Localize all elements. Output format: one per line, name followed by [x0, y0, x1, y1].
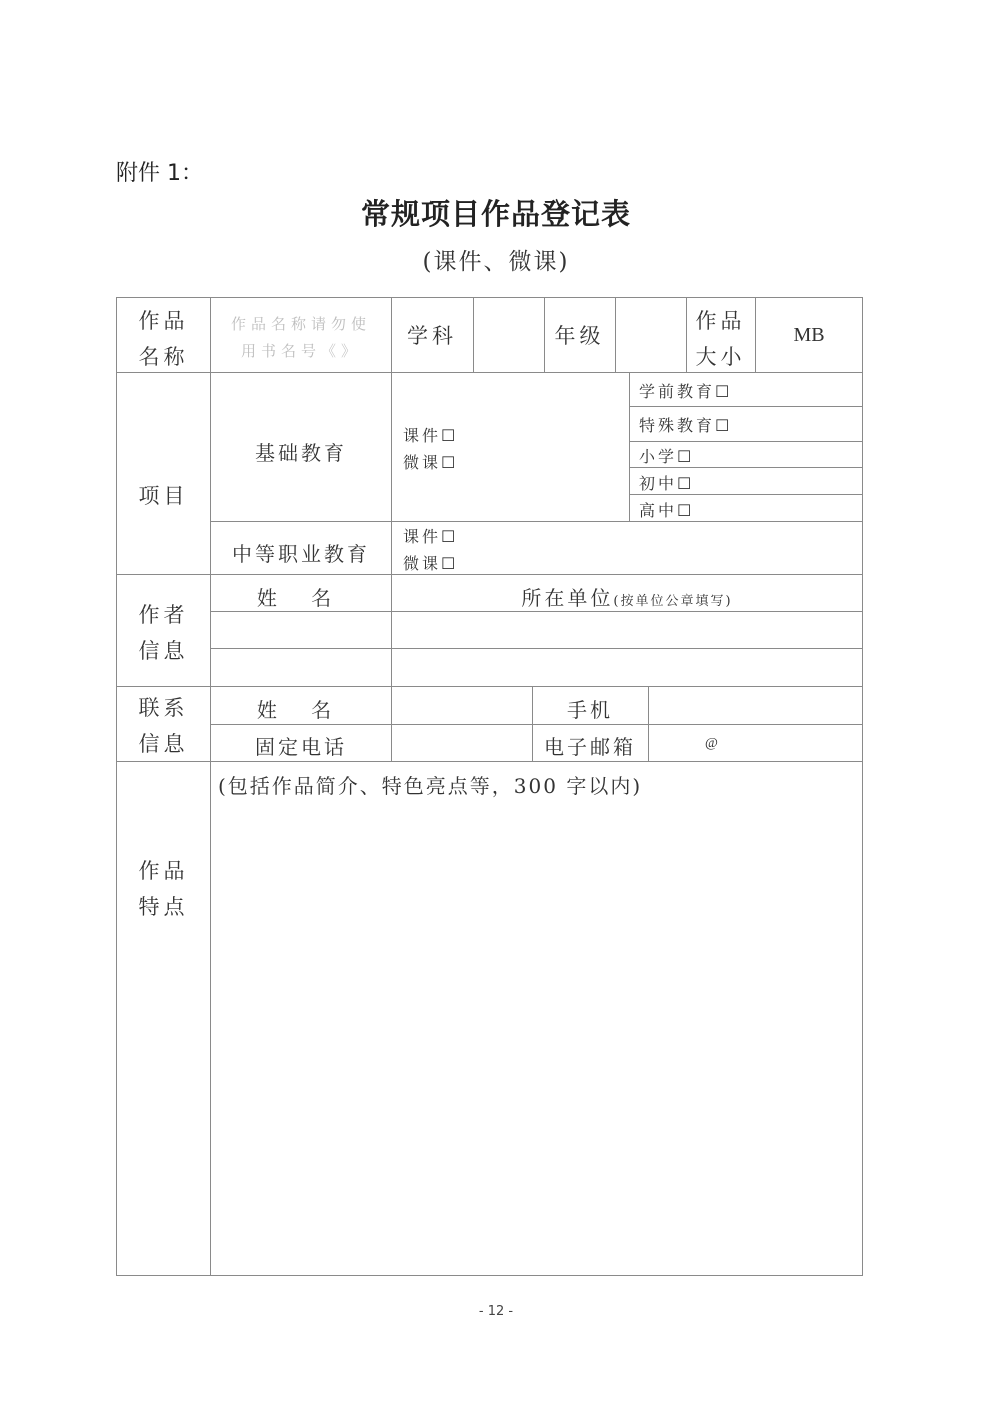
mobile-input[interactable]	[649, 687, 862, 724]
level-primary-checkbox[interactable]: 小学☐	[639, 447, 695, 466]
landline-label: 固定电话	[255, 735, 347, 759]
author-unit-input-1[interactable]	[392, 612, 862, 648]
project-label: 项目	[138, 484, 189, 508]
contact-name-input[interactable]	[392, 687, 532, 724]
author-name-header: 姓 名	[256, 586, 346, 610]
grade-input[interactable]	[616, 298, 686, 372]
author-name-input-2[interactable]	[211, 649, 391, 686]
page-title: 常规项目作品登记表	[360, 197, 631, 231]
basic-microlesson-checkbox[interactable]: 微课☐	[403, 453, 459, 472]
author-info-label: 作者 信息	[138, 603, 189, 663]
features-hint: (包括作品简介、特色亮点等，300 字以内)	[218, 774, 643, 798]
contact-name-label: 姓 名	[256, 698, 346, 722]
work-size-input[interactable]: MB	[793, 324, 825, 346]
email-label: 电子邮箱	[544, 735, 636, 759]
vocational-microlesson-checkbox[interactable]: 微课☐	[403, 554, 459, 573]
level-preschool-checkbox[interactable]: 学前教育☐	[639, 382, 733, 401]
author-unit-header: 所在单位(按单位公章填写)	[521, 586, 733, 610]
landline-input[interactable]	[392, 725, 532, 761]
features-label: 作品 特点	[138, 859, 189, 919]
author-name-input-1[interactable]	[211, 612, 391, 648]
grade-label: 年级	[554, 324, 605, 348]
basic-courseware-checkbox[interactable]: 课件☐	[403, 426, 459, 445]
author-unit-input-2[interactable]	[392, 649, 862, 686]
work-size-label: 作品 大小	[695, 309, 746, 369]
subject-input[interactable]	[474, 298, 544, 372]
features-textarea[interactable]	[211, 800, 862, 1275]
contact-info-label: 联系 信息	[138, 696, 189, 756]
level-senior-checkbox[interactable]: 高中☐	[639, 501, 695, 520]
mobile-label: 手机	[567, 698, 613, 722]
vocational-courseware-checkbox[interactable]: 课件☐	[403, 527, 459, 546]
work-name-input[interactable]: 作品名称请勿使 用书名号《》	[230, 315, 371, 360]
vocational-education-label: 中等职业教育	[232, 542, 370, 566]
work-name-label: 作品 名称	[138, 309, 189, 369]
level-junior-checkbox[interactable]: 初中☐	[639, 474, 695, 493]
level-special-checkbox[interactable]: 特殊教育☐	[639, 416, 733, 435]
attachment-label: 附件 1：	[116, 161, 203, 186]
subject-label: 学科	[407, 324, 457, 348]
page-subtitle: (课件、微课)	[422, 249, 570, 275]
page-number: - 12 -	[478, 1304, 514, 1319]
basic-education-label: 基础教育	[255, 441, 347, 465]
email-input[interactable]: @	[705, 736, 718, 751]
